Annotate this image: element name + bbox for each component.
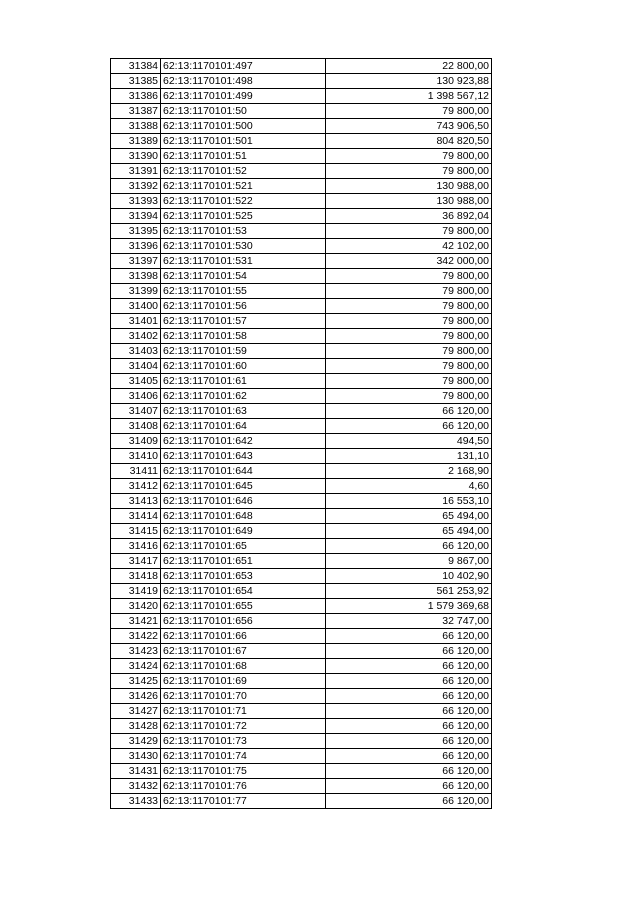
row-number-cell: 31418 — [111, 569, 161, 584]
cadastral-number-cell: 62:13:1170101:651 — [161, 554, 326, 569]
value-cell: 494,50 — [326, 434, 492, 449]
row-number-cell: 31394 — [111, 209, 161, 224]
table-row — [111, 389, 492, 404]
cadastral-number-cell: 62:13:1170101:57 — [161, 314, 326, 329]
row-number-cell: 31433 — [111, 794, 161, 809]
table-row — [111, 794, 492, 809]
row-number-cell: 31393 — [111, 194, 161, 209]
table-row — [111, 479, 492, 494]
row-number-cell: 31412 — [111, 479, 161, 494]
value-cell: 79 800,00 — [326, 149, 492, 164]
table-row — [111, 134, 492, 149]
value-cell: 342 000,00 — [326, 254, 492, 269]
row-number-cell: 31413 — [111, 494, 161, 509]
row-number-cell: 31395 — [111, 224, 161, 239]
table-row — [111, 359, 492, 374]
cadastral-number-cell: 62:13:1170101:61 — [161, 374, 326, 389]
value-cell: 66 120,00 — [326, 734, 492, 749]
row-number-cell: 31415 — [111, 524, 161, 539]
row-number-cell: 31387 — [111, 104, 161, 119]
row-number-cell: 31408 — [111, 419, 161, 434]
cadastral-number-cell: 62:13:1170101:65 — [161, 539, 326, 554]
value-cell: 79 800,00 — [326, 389, 492, 404]
table-row — [111, 89, 492, 104]
table-row — [111, 239, 492, 254]
value-cell: 66 120,00 — [326, 629, 492, 644]
table-body — [111, 59, 492, 809]
value-cell: 130 923,88 — [326, 74, 492, 89]
row-number-cell: 31391 — [111, 164, 161, 179]
row-number-cell: 31392 — [111, 179, 161, 194]
row-number-cell: 31426 — [111, 689, 161, 704]
table-row — [111, 704, 492, 719]
value-cell: 130 988,00 — [326, 179, 492, 194]
table-row — [111, 224, 492, 239]
cadastral-number-cell: 62:13:1170101:56 — [161, 299, 326, 314]
cadastral-number-cell: 62:13:1170101:654 — [161, 584, 326, 599]
row-number-cell: 31427 — [111, 704, 161, 719]
value-cell: 66 120,00 — [326, 764, 492, 779]
cadastral-number-cell: 62:13:1170101:67 — [161, 644, 326, 659]
value-cell: 66 120,00 — [326, 689, 492, 704]
table-row — [111, 209, 492, 224]
table-row — [111, 494, 492, 509]
value-cell: 22 800,00 — [326, 59, 492, 74]
row-number-cell: 31422 — [111, 629, 161, 644]
table-row — [111, 509, 492, 524]
table-row — [111, 539, 492, 554]
cadastral-number-cell: 62:13:1170101:498 — [161, 74, 326, 89]
cadastral-number-cell: 62:13:1170101:75 — [161, 764, 326, 779]
cadastral-number-cell: 62:13:1170101:77 — [161, 794, 326, 809]
value-cell: 743 906,50 — [326, 119, 492, 134]
cadastral-number-cell: 62:13:1170101:72 — [161, 719, 326, 734]
table-row — [111, 524, 492, 539]
value-cell: 66 120,00 — [326, 794, 492, 809]
table-row — [111, 464, 492, 479]
cadastral-number-cell: 62:13:1170101:653 — [161, 569, 326, 584]
row-number-cell: 31401 — [111, 314, 161, 329]
value-cell: 36 892,04 — [326, 209, 492, 224]
row-number-cell: 31402 — [111, 329, 161, 344]
value-cell: 79 800,00 — [326, 269, 492, 284]
table-row — [111, 104, 492, 119]
row-number-cell: 31431 — [111, 764, 161, 779]
row-number-cell: 31417 — [111, 554, 161, 569]
value-cell: 79 800,00 — [326, 344, 492, 359]
row-number-cell: 31384 — [111, 59, 161, 74]
value-cell: 66 120,00 — [326, 539, 492, 554]
table-row — [111, 689, 492, 704]
table-row — [111, 419, 492, 434]
table-row — [111, 329, 492, 344]
row-number-cell: 31407 — [111, 404, 161, 419]
row-number-cell: 31411 — [111, 464, 161, 479]
row-number-cell: 31429 — [111, 734, 161, 749]
table-row — [111, 254, 492, 269]
table-row — [111, 119, 492, 134]
cadastral-number-cell: 62:13:1170101:646 — [161, 494, 326, 509]
row-number-cell: 31410 — [111, 449, 161, 464]
row-number-cell: 31409 — [111, 434, 161, 449]
table-row — [111, 779, 492, 794]
value-cell: 1 398 567,12 — [326, 89, 492, 104]
table-row — [111, 569, 492, 584]
row-number-cell: 31400 — [111, 299, 161, 314]
value-cell: 65 494,00 — [326, 509, 492, 524]
cadastral-number-cell: 62:13:1170101:51 — [161, 149, 326, 164]
cadastral-number-cell: 62:13:1170101:525 — [161, 209, 326, 224]
value-cell: 66 120,00 — [326, 704, 492, 719]
cadastral-number-cell: 62:13:1170101:59 — [161, 344, 326, 359]
row-number-cell: 31425 — [111, 674, 161, 689]
table-row — [111, 404, 492, 419]
table-row — [111, 149, 492, 164]
value-cell: 131,10 — [326, 449, 492, 464]
table-row — [111, 269, 492, 284]
row-number-cell: 31432 — [111, 779, 161, 794]
value-cell: 66 120,00 — [326, 644, 492, 659]
value-cell: 79 800,00 — [326, 104, 492, 119]
value-cell: 32 747,00 — [326, 614, 492, 629]
cadastral-number-cell: 62:13:1170101:522 — [161, 194, 326, 209]
row-number-cell: 31430 — [111, 749, 161, 764]
table-row — [111, 734, 492, 749]
table-row — [111, 614, 492, 629]
value-cell: 66 120,00 — [326, 779, 492, 794]
value-cell: 79 800,00 — [326, 164, 492, 179]
value-cell: 79 800,00 — [326, 284, 492, 299]
row-number-cell: 31414 — [111, 509, 161, 524]
row-number-cell: 31419 — [111, 584, 161, 599]
table-row — [111, 749, 492, 764]
value-cell: 79 800,00 — [326, 329, 492, 344]
value-cell: 79 800,00 — [326, 224, 492, 239]
table-row — [111, 644, 492, 659]
cadastral-number-cell: 62:13:1170101:656 — [161, 614, 326, 629]
table-row — [111, 344, 492, 359]
cadastral-number-cell: 62:13:1170101:62 — [161, 389, 326, 404]
cadastral-number-cell: 62:13:1170101:76 — [161, 779, 326, 794]
row-number-cell: 31416 — [111, 539, 161, 554]
table-row — [111, 284, 492, 299]
value-cell: 10 402,90 — [326, 569, 492, 584]
value-cell: 79 800,00 — [326, 314, 492, 329]
row-number-cell: 31428 — [111, 719, 161, 734]
value-cell: 4,60 — [326, 479, 492, 494]
cadastral-number-cell: 62:13:1170101:501 — [161, 134, 326, 149]
cadastral-number-cell: 62:13:1170101:55 — [161, 284, 326, 299]
row-number-cell: 31388 — [111, 119, 161, 134]
cadastral-number-cell: 62:13:1170101:499 — [161, 89, 326, 104]
row-number-cell: 31405 — [111, 374, 161, 389]
cadastral-number-cell: 62:13:1170101:655 — [161, 599, 326, 614]
cadastral-number-cell: 62:13:1170101:644 — [161, 464, 326, 479]
cadastral-number-cell: 62:13:1170101:521 — [161, 179, 326, 194]
value-cell: 66 120,00 — [326, 404, 492, 419]
cadastral-number-cell: 62:13:1170101:73 — [161, 734, 326, 749]
cadastral-number-cell: 62:13:1170101:69 — [161, 674, 326, 689]
table-row — [111, 179, 492, 194]
value-cell: 65 494,00 — [326, 524, 492, 539]
table-row — [111, 449, 492, 464]
table-row — [111, 674, 492, 689]
value-cell: 66 120,00 — [326, 419, 492, 434]
value-cell: 66 120,00 — [326, 719, 492, 734]
cadastral-number-cell: 62:13:1170101:53 — [161, 224, 326, 239]
value-cell: 130 988,00 — [326, 194, 492, 209]
value-cell: 9 867,00 — [326, 554, 492, 569]
value-cell: 66 120,00 — [326, 674, 492, 689]
row-number-cell: 31403 — [111, 344, 161, 359]
table-row — [111, 554, 492, 569]
row-number-cell: 31421 — [111, 614, 161, 629]
value-cell: 2 168,90 — [326, 464, 492, 479]
cadastral-number-cell: 62:13:1170101:54 — [161, 269, 326, 284]
cadastral-number-cell: 62:13:1170101:648 — [161, 509, 326, 524]
table-row — [111, 164, 492, 179]
cadastral-number-cell: 62:13:1170101:71 — [161, 704, 326, 719]
row-number-cell: 31424 — [111, 659, 161, 674]
value-cell: 79 800,00 — [326, 299, 492, 314]
row-number-cell: 31396 — [111, 239, 161, 254]
value-cell: 66 120,00 — [326, 659, 492, 674]
cadastral-number-cell: 62:13:1170101:645 — [161, 479, 326, 494]
data-table — [110, 58, 492, 809]
row-number-cell: 31390 — [111, 149, 161, 164]
cadastral-number-cell: 62:13:1170101:643 — [161, 449, 326, 464]
row-number-cell: 31389 — [111, 134, 161, 149]
value-cell: 561 253,92 — [326, 584, 492, 599]
table-row — [111, 659, 492, 674]
value-cell: 79 800,00 — [326, 359, 492, 374]
table-row — [111, 764, 492, 779]
row-number-cell: 31398 — [111, 269, 161, 284]
table-row — [111, 629, 492, 644]
row-number-cell: 31386 — [111, 89, 161, 104]
cadastral-number-cell: 62:13:1170101:70 — [161, 689, 326, 704]
cadastral-number-cell: 62:13:1170101:64 — [161, 419, 326, 434]
table-row — [111, 434, 492, 449]
value-cell: 79 800,00 — [326, 374, 492, 389]
value-cell: 42 102,00 — [326, 239, 492, 254]
row-number-cell: 31406 — [111, 389, 161, 404]
value-cell: 1 579 369,68 — [326, 599, 492, 614]
value-cell: 804 820,50 — [326, 134, 492, 149]
table-row — [111, 59, 492, 74]
cadastral-number-cell: 62:13:1170101:66 — [161, 629, 326, 644]
table-row — [111, 74, 492, 89]
cadastral-number-cell: 62:13:1170101:50 — [161, 104, 326, 119]
table-row — [111, 374, 492, 389]
cadastral-number-cell: 62:13:1170101:52 — [161, 164, 326, 179]
value-cell: 16 553,10 — [326, 494, 492, 509]
table-row — [111, 584, 492, 599]
cadastral-number-cell: 62:13:1170101:63 — [161, 404, 326, 419]
cadastral-number-cell: 62:13:1170101:642 — [161, 434, 326, 449]
cadastral-number-cell: 62:13:1170101:68 — [161, 659, 326, 674]
row-number-cell: 31420 — [111, 599, 161, 614]
cadastral-number-cell: 62:13:1170101:649 — [161, 524, 326, 539]
row-number-cell: 31423 — [111, 644, 161, 659]
row-number-cell: 31404 — [111, 359, 161, 374]
row-number-cell: 31399 — [111, 284, 161, 299]
row-number-cell: 31397 — [111, 254, 161, 269]
cadastral-number-cell: 62:13:1170101:530 — [161, 239, 326, 254]
cadastral-number-cell: 62:13:1170101:531 — [161, 254, 326, 269]
table-row — [111, 314, 492, 329]
value-cell: 66 120,00 — [326, 749, 492, 764]
row-number-cell: 31385 — [111, 74, 161, 89]
table-row — [111, 299, 492, 314]
table-row — [111, 599, 492, 614]
cadastral-number-cell: 62:13:1170101:500 — [161, 119, 326, 134]
table-row — [111, 194, 492, 209]
cadastral-number-cell: 62:13:1170101:74 — [161, 749, 326, 764]
cadastral-number-cell: 62:13:1170101:60 — [161, 359, 326, 374]
cadastral-number-cell: 62:13:1170101:58 — [161, 329, 326, 344]
cadastral-number-cell: 62:13:1170101:497 — [161, 59, 326, 74]
table-row — [111, 719, 492, 734]
